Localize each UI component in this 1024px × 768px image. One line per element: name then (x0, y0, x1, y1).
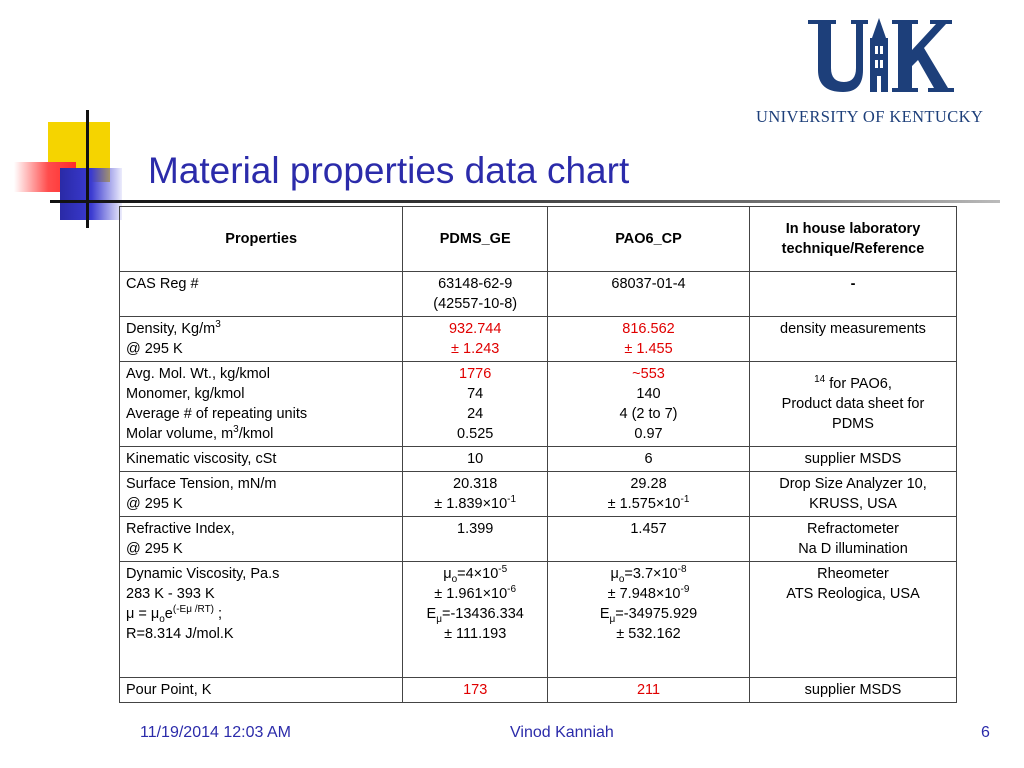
header-pao6-cp: PAO6_CP (548, 207, 750, 272)
cell-label: Dynamic Viscosity, Pa.s 283 K - 393 K $\mu = \mu_oe^{(-E\mu /RT)}$ ; R=8.314 J/mol.K (120, 562, 403, 678)
footer-author: Vinod Kanniah (510, 724, 614, 741)
cell-label: Pour Point, K (120, 678, 403, 703)
cell-ref: Drop Size Analyzer 10, KRUSS, USA (749, 472, 956, 517)
cell-pdms: 20.318 ± $1.839\times 10^{-1}$ (403, 472, 548, 517)
university-name: UNIVERSITY OF KENTUCKY (756, 107, 984, 126)
page-number: 6 (981, 724, 990, 741)
cell-ref: Refractometer Na D illumination (749, 517, 956, 562)
decor-vertical-line (86, 110, 89, 228)
university-logo (756, 16, 1008, 128)
header-pdms-ge: PDMS_GE (403, 207, 548, 272)
cell-ref: Rheometer ATS Reologica, USA (749, 562, 956, 678)
cell-label: CAS Reg # (120, 272, 403, 317)
cell-ref: $^{14}$ for PAO6, Product data sheet for PDMS (749, 362, 956, 447)
cell-label: Density, $Kg/m^3$ @ 295 K (120, 317, 403, 362)
uk-tower-logo-icon (806, 16, 956, 96)
decor-blue-square (60, 168, 122, 220)
header-reference: In house laboratory technique/Reference (749, 207, 956, 272)
cell-pdms: 1.399 (403, 517, 548, 562)
cell-pao: 68037-01-4 (548, 272, 750, 317)
cell-ref: supplier MSDS (749, 447, 956, 472)
cell-pao: 6 (548, 447, 750, 472)
cell-pao: 29.28 ± $1.575\times 10^{-1}$ (548, 472, 750, 517)
slide-title: Material properties data chart (148, 150, 630, 191)
cell-label: Surface Tension, mN/m @ 295 K (120, 472, 403, 517)
table-row (120, 272, 957, 317)
footer-date: 11/19/2014 12:03 AM (140, 724, 291, 741)
table-row (120, 447, 957, 472)
cell-pao: 816.562 ± 1.455 (548, 317, 750, 362)
cell-label: Kinematic viscosity, cSt (120, 447, 403, 472)
cell-pao: 211 (548, 678, 750, 703)
cell-label: Avg. Mol. Wt., kg/kmol Monomer, kg/kmol Average # of repeating units Molar volume, $m^3$/kmol (120, 362, 403, 447)
cell-pdms: $\mu_o=4\times 10^{-5}$ ± $1.961\times 10^{-6}$ $E_\mu=-13436.334$ ± 111.193 (403, 562, 548, 678)
cell-ref: density measurements (749, 317, 956, 362)
title-underline (50, 200, 1000, 203)
cell-label: Refractive Index, @ 295 K (120, 517, 403, 562)
table-row (120, 472, 957, 517)
cell-pao: ~553 140 4 (2 to 7) 0.97 (548, 362, 750, 447)
table-row (120, 678, 957, 703)
cell-pdms: 173 (403, 678, 548, 703)
table-row (120, 317, 957, 362)
cell-ref: - (749, 272, 956, 317)
table-header-row (120, 207, 957, 272)
cell-pao: 1.457 (548, 517, 750, 562)
table-row (120, 562, 957, 678)
cell-ref: supplier MSDS (749, 678, 956, 703)
header-properties: Properties (120, 207, 403, 272)
cell-pdms: 10 (403, 447, 548, 472)
material-properties-table (119, 206, 957, 703)
cell-pao: $\mu_o=3.7\times 10^{-8}$ ± $7.948\times 10^{-9}$ $E_\mu=-34975.929$ ± 532.162 (548, 562, 750, 678)
cell-pdms: 932.744 ± 1.243 (403, 317, 548, 362)
table-row (120, 362, 957, 447)
cell-pdms: 1776 74 24 0.525 (403, 362, 548, 447)
table-row (120, 517, 957, 562)
cell-pdms: 63148-62-9 (42557-10-8) (403, 272, 548, 317)
